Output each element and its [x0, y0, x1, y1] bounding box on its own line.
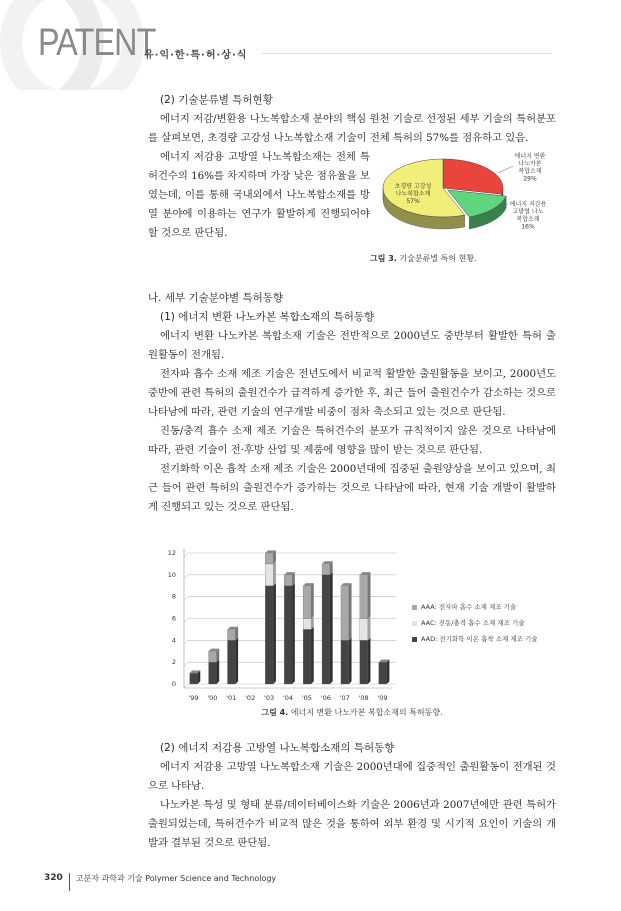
bar-segment — [303, 629, 311, 684]
gridline — [184, 575, 188, 579]
subsection-heading: (1) 에너지 변환 나노카본 복합소재의 특허동향 — [160, 311, 375, 323]
paragraph: 에너지 저감/변환용 나노복합소재 분야의 핵심 원천 기술로 선정된 세부 기술의 특허분포를 살펴보면, 초경량 고강성 나노복합소재 기술이 전체 특허의 57%를 점유하고 있음. — [148, 113, 556, 144]
x-tick-label: '03 — [264, 694, 275, 701]
paragraph: 에너지 저감용 고방열 나노복합소재 기술은 2000년대에 집중적인 출원활동이 전개된 것으로 나타남. — [148, 761, 556, 792]
legend-swatch — [412, 605, 417, 610]
paragraph: 전자파 흡수 소재 제조 기술은 전년도에서 비교적 활발한 출원활동을 보이고, 2000년도 중반에 관련 특허의 출원건수가 급격하게 증가한 후, 최근 들어 출원건수가 감소하는 것으로 나타남에 따라, 관련 기술의 연구개발 비중이 점차 축소되고 있는 것으로 판단됨. — [148, 368, 556, 418]
caption-text: 에너지 변환 나노카본 복합소재의 특허동향. — [290, 708, 443, 717]
legend-swatch — [412, 637, 417, 642]
bar-segment — [209, 651, 217, 662]
bar-segment-side — [368, 616, 371, 641]
leader-line — [498, 166, 513, 173]
bar-segment — [265, 553, 273, 564]
x-tick-label: '06 — [320, 694, 331, 701]
x-tick-label: '99 — [188, 694, 199, 701]
bar-segment — [360, 619, 368, 641]
y-tick-label: 0 — [171, 680, 176, 688]
bar-segment-side — [387, 660, 390, 685]
pie-label: 에너지 저감용 고방열 나노 복합소재 16% — [509, 201, 547, 231]
gridline — [184, 684, 188, 688]
legend-item-aac — [412, 619, 525, 628]
x-tick-label: '07 — [339, 694, 350, 701]
figure-3-caption — [370, 253, 556, 265]
x-tick-label: '00 — [207, 694, 218, 701]
bar-segment — [265, 564, 273, 586]
bar-segment — [284, 575, 292, 586]
bar-segment — [303, 619, 311, 630]
gridline — [184, 619, 188, 623]
bar-segment — [303, 586, 311, 619]
subsection-heading: (2) 에너지 저감용 고방열 나노복합소재의 특허동향 — [160, 742, 395, 754]
bar-segment — [322, 575, 330, 684]
section-title: 유·익·한·특·허·상·식 — [144, 50, 248, 61]
pie-paragraph-block — [148, 148, 370, 243]
paragraph: 에너지 변환 나노카본 복합소재 기술은 전반적으로 2000년도 중반부터 활발한 특허 출원활동이 전개됨. — [148, 330, 556, 361]
bar-segment — [284, 586, 292, 684]
figure-number: 그림 3. — [370, 254, 397, 263]
gridline — [184, 662, 188, 666]
patent-logo: PATENT — [38, 22, 156, 64]
paragraph: 전기화학 이온 흡착 소재 제조 기술은 2000년대에 집중된 출원양상을 보이고 있으며, 최근 들어 관련 특허의 출원건수가 증가하는 것으로 나타남에 따라, 현재 기술 개발이 활발하게 진행되고 있는 것으로 판단됨. — [148, 463, 556, 513]
gridline — [184, 553, 188, 557]
section-heading: 나. 세부 기술분야별 특허동향 — [148, 292, 284, 304]
pie-label: 초경량 고강성 나노복합소재 57% — [394, 183, 432, 205]
legend-label: AAA: 전자파 흡수 소재 제조 기술 — [421, 603, 517, 611]
bar-segment — [209, 662, 217, 684]
y-tick-label: 4 — [171, 636, 176, 645]
x-tick-label: '02 — [245, 694, 256, 701]
bar-segment-side — [217, 660, 220, 685]
bar-segment — [341, 640, 349, 684]
figure-number: 그림 4. — [261, 708, 289, 717]
footer-divider — [69, 873, 70, 891]
bar-segment — [322, 564, 330, 575]
bar-segment — [379, 662, 387, 684]
bar-segment — [227, 629, 235, 640]
pie-row — [148, 148, 556, 265]
legend-swatch — [412, 621, 417, 626]
legend-label: AAD: 전기화학 이온 흡착 소재 제조 기술 — [421, 635, 538, 643]
bar-segment-side — [235, 638, 238, 684]
caption-text: 기술분류별 특허 현황. — [399, 254, 477, 263]
paragraph: 에너지 저감용 고방열 나노복합소재는 전체 특허건수의 16%를 차지하며 가장 낮은 점유율을 보였는데, 이를 통해 국내외에서 나노복합소재를 방열 분야에 이용하는 연구가 활발하게 진행되어야 할 것으로 판단됨. — [148, 151, 370, 239]
journal-name: 고분자 과학과 기술 Polymer Science and Technology — [75, 873, 277, 883]
y-tick-label: 2 — [171, 658, 176, 667]
bar-segment-side — [330, 572, 333, 684]
x-tick-label: '08 — [358, 694, 369, 701]
bar-segment-side — [311, 627, 314, 684]
bar-segment — [265, 586, 273, 684]
bar-segment-side — [349, 583, 352, 640]
y-tick-label: 10 — [167, 570, 176, 579]
x-tick-label: '04 — [282, 694, 294, 701]
section-heading: (2) 기술분류별 특허현황 — [160, 94, 273, 106]
figure-4 — [148, 541, 556, 701]
legend-item-aaa — [412, 603, 516, 612]
x-tick-label: '01 — [226, 694, 237, 701]
figure-4-caption — [148, 707, 556, 719]
article-body — [148, 0, 556, 853]
bar-segment-side — [273, 583, 276, 684]
y-tick-label: 12 — [167, 549, 176, 557]
spacer — [148, 265, 556, 289]
bar-segment-side — [292, 583, 295, 684]
paragraph: 진동/충격 흡수 소재 제조 기술은 특허건수의 분포가 규칙적이지 않은 것으로 나타남에 따라, 관련 기술이 전·후방 산업 및 제품에 영향을 많이 받는 것으로 판단됨. — [148, 425, 556, 456]
bar-segment — [341, 586, 349, 641]
paragraph: 나노카본 특성 및 형태 분류/데이터베이스화 기술은 2006년과 2007년에만 관련 특허가 출원되었는데, 특허건수가 비교적 많은 것을 통하여 외부 환경 및 시기적 요인이 기술의 개발과 결부된 것으로 판단됨. — [148, 799, 556, 849]
pie-chart — [370, 148, 556, 253]
bar-segment — [360, 575, 368, 619]
bar-segment — [190, 673, 198, 684]
bar-segment-side — [311, 583, 314, 618]
x-tick-label: '05 — [301, 694, 312, 701]
bar-segment — [360, 640, 368, 684]
page-footer — [44, 865, 621, 891]
figure-3 — [370, 148, 556, 265]
spacer — [148, 719, 556, 739]
bar-segment-side — [368, 572, 371, 618]
bar-segment-side — [273, 561, 276, 586]
legend-label: AAC: 진동/충격 흡수 소재 제조 기술 — [421, 619, 525, 627]
bar-segment-side — [368, 638, 371, 684]
pie-slice — [443, 159, 503, 194]
y-tick-label: 8 — [171, 592, 176, 601]
legend-item-aad — [412, 635, 538, 644]
page-number: 320 — [44, 873, 63, 883]
bar-segment — [227, 640, 235, 684]
x-tick-label: '09 — [377, 694, 388, 701]
pie-label: 에너지 변환 나노카본 복합소재 29% — [514, 153, 546, 183]
gridline — [184, 597, 188, 601]
y-tick-label: 6 — [171, 614, 176, 623]
bar-segment-side — [349, 638, 352, 684]
gridline — [184, 640, 188, 644]
